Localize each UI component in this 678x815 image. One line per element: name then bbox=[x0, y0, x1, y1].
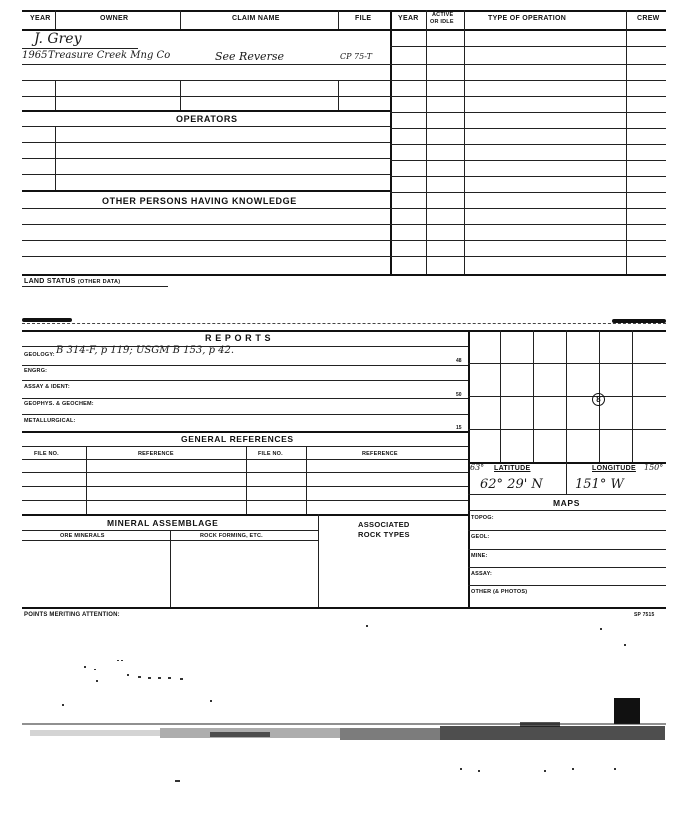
rock-types-label: ROCK TYPES bbox=[358, 530, 410, 539]
year-entry: 1965 bbox=[22, 50, 48, 61]
header-active: ACTIVE bbox=[432, 12, 454, 18]
ref-col-reference: REFERENCE bbox=[138, 451, 174, 457]
maps-assay-label: ASSAY: bbox=[471, 571, 493, 577]
mineral-assemblage-title: MINERAL ASSEMBLAGE bbox=[107, 518, 219, 528]
latitude-label: LATITUDE bbox=[494, 465, 531, 472]
header-file: FILE bbox=[355, 15, 372, 22]
longitude-value: 151° W bbox=[575, 477, 624, 492]
maps-title: MAPS bbox=[553, 498, 580, 508]
geology-value: B 314-F, p 119; USGM B 153, p 42. bbox=[56, 345, 235, 356]
operators-title: OPERATORS bbox=[176, 114, 238, 124]
maps-mine-label: MINE: bbox=[471, 553, 488, 559]
ore-minerals-label: ORE MINERALS bbox=[60, 533, 105, 539]
location-marker: 8 bbox=[592, 393, 605, 406]
other-persons-title: OTHER PERSONS HAVING KNOWLEDGE bbox=[102, 196, 297, 206]
header-owner: OWNER bbox=[100, 15, 129, 22]
land-status-note: (OTHER DATA) bbox=[77, 279, 121, 285]
header-or-idle: OR IDLE bbox=[430, 19, 454, 25]
rock-forming-label: ROCK FORMING, ETC. bbox=[200, 533, 263, 539]
land-status-label: LAND STATUS bbox=[24, 278, 76, 285]
engrg-label: ENGRG: bbox=[24, 368, 48, 374]
claim-name-entry: See Reverse bbox=[215, 50, 284, 63]
reports-title: R E P O R T S bbox=[205, 333, 272, 343]
header-year-2: YEAR bbox=[398, 15, 419, 22]
lat-prefix: 63° bbox=[470, 463, 485, 472]
ref-col-reference-2: REFERENCE bbox=[362, 451, 398, 457]
scan-speckles bbox=[62, 625, 626, 782]
file-entry: CP 75-T bbox=[340, 52, 372, 61]
ref-col-file-no: FILE NO. bbox=[34, 451, 59, 457]
owner-entry-line1: J. Grey bbox=[34, 31, 82, 47]
scan-artifacts bbox=[0, 620, 678, 815]
maps-geol-label: GEOL: bbox=[471, 534, 490, 540]
top-border bbox=[22, 10, 666, 12]
long-suffix: 150° bbox=[644, 463, 664, 472]
header-year: YEAR bbox=[30, 15, 51, 22]
maps-other-label: OTHER (& PHOTOS) bbox=[471, 589, 528, 595]
header-claim-name: CLAIM NAME bbox=[232, 15, 280, 22]
side-number-50: 50 bbox=[456, 392, 462, 398]
ink-smudge-left bbox=[22, 318, 72, 322]
side-number-48: 48 bbox=[456, 358, 462, 364]
geophys-label: GEOPHYS. & GEOCHEM: bbox=[24, 401, 94, 407]
scan-smear bbox=[30, 722, 665, 740]
assay-ident-label: ASSAY & IDENT: bbox=[24, 384, 70, 390]
longitude-label: LONGITUDE bbox=[592, 465, 636, 472]
header-type-of-operation: TYPE OF OPERATION bbox=[488, 15, 567, 22]
owner-entry-line2: Treasure Creek Mng Co bbox=[48, 50, 171, 61]
land-status-title bbox=[24, 278, 120, 285]
latitude-value: 62° 29' N bbox=[480, 477, 543, 492]
general-references-title: GENERAL REFERENCES bbox=[181, 434, 294, 444]
metallurgical-label: METALLURGICAL: bbox=[24, 418, 76, 424]
geology-label: GEOLOGY: bbox=[24, 352, 55, 358]
header-bottom-border bbox=[22, 29, 666, 31]
header-crew: CREW bbox=[637, 15, 660, 22]
maps-topog-label: TOPOG: bbox=[471, 515, 494, 521]
ref-col-file-no-2: FILE NO. bbox=[258, 451, 283, 457]
associated-label: ASSOCIATED bbox=[358, 520, 410, 529]
points-meriting-label: POINTS MERITING ATTENTION: bbox=[24, 612, 120, 618]
side-number-15: 15 bbox=[456, 425, 462, 431]
form-code: SP 7515 bbox=[634, 612, 655, 618]
ink-block bbox=[614, 698, 640, 724]
